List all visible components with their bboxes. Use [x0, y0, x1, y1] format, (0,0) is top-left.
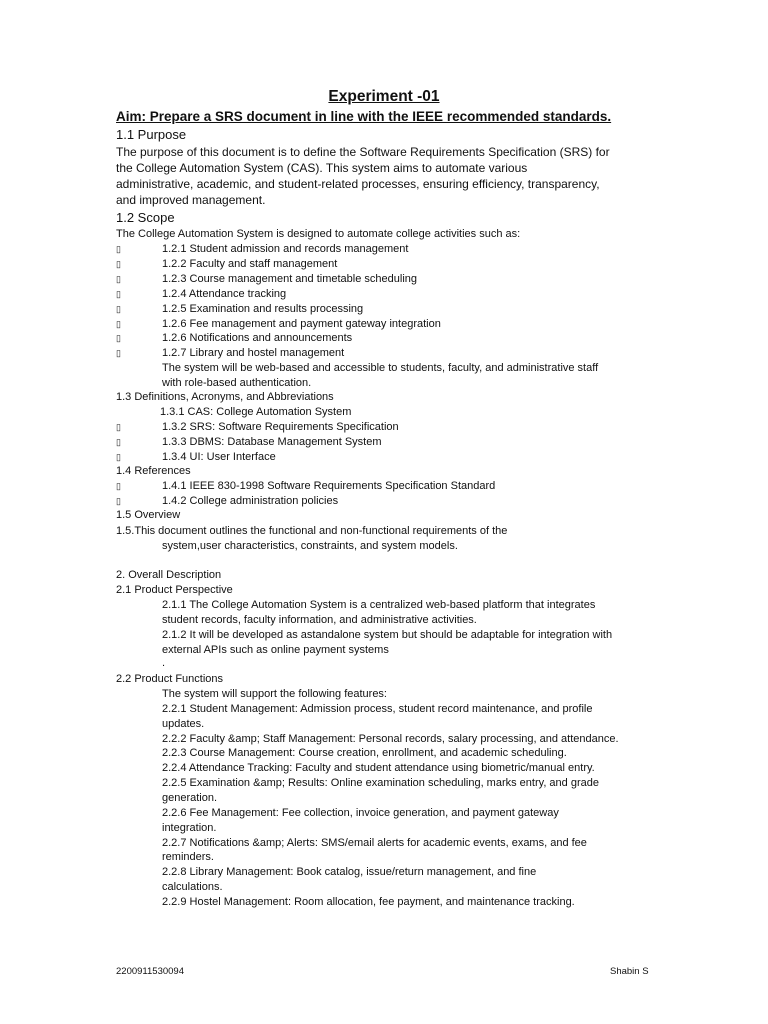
function-line: 2.2.5 Examination &amp; Results: Online examination scheduling, marks entry, and grade	[162, 777, 599, 789]
perspective-line: external APIs such as online payment systems	[162, 644, 389, 656]
product-perspective-heading: 2.1 Product Perspective	[116, 584, 233, 596]
function-line: 2.2.3 Course Management: Course creation, enrollment, and academic scheduling.	[162, 747, 567, 759]
footer-id: 2200911530094	[116, 966, 184, 977]
function-line: reminders.	[162, 851, 214, 863]
scope-note-line: The system will be web-based and accessible to students, faculty, and administrative staff	[162, 362, 599, 374]
bullet-icon: ▯	[116, 244, 121, 254]
overview-heading: 1.5 Overview	[116, 509, 181, 521]
purpose-paragraph	[116, 144, 656, 208]
purpose-heading: 1.1 Purpose	[116, 127, 187, 142]
reference-item: 1.4.2 College administration policies	[162, 495, 339, 507]
scope-item: 1.2.3 Course management and timetable scheduling	[162, 273, 417, 285]
function-line: 2.2.4 Attendance Tracking: Faculty and student attendance using biometric/manual entry.	[162, 762, 595, 774]
scope-note-line: with role-based authentication.	[162, 377, 312, 389]
function-line: 2.2.8 Library Management: Book catalog, issue/return management, and fine	[162, 866, 537, 878]
function-line: updates.	[162, 718, 205, 730]
scope-heading: 1.2 Scope	[116, 210, 175, 225]
overview-line: 1.5.This document outlines the functional and non-functional requirements of the	[116, 525, 508, 537]
definitions-heading: 1.3 Definitions, Acronyms, and Abbreviations	[116, 391, 334, 403]
definition-item: 1.3.3 DBMS: Database Management System	[162, 436, 382, 448]
perspective-line: .	[162, 657, 166, 669]
bullet-icon: ▯	[116, 348, 121, 358]
perspective-line: 2.1.2 It will be developed as astandalone system but should be adaptable for integration with	[162, 629, 613, 641]
function-line: integration.	[162, 822, 217, 834]
references-heading: 1.4 References	[116, 465, 191, 477]
function-line: calculations.	[162, 881, 223, 893]
bullet-icon: ▯	[116, 274, 121, 284]
purpose-line: the College Automation System (CAS). This system aims to automate various	[116, 161, 528, 175]
definition-item: 1.3.4 UI: User Interface	[162, 451, 276, 463]
bullet-icon: ▯	[116, 289, 121, 299]
bullet-icon: ▯	[116, 496, 121, 506]
bullet-icon: ▯	[116, 304, 121, 314]
bullet-icon: ▯	[116, 333, 121, 343]
bullet-icon: ▯	[116, 259, 121, 269]
footer-author: Shabin S	[610, 966, 649, 977]
bullet-icon: ▯	[116, 319, 121, 329]
function-line: 2.2.6 Fee Management: Fee collection, invoice generation, and payment gateway	[162, 807, 559, 819]
scope-item: 1.2.2 Faculty and staff management	[162, 258, 338, 270]
function-line: generation.	[162, 792, 218, 804]
purpose-line: The purpose of this document is to define the Software Requirements Specification (SRS) for	[116, 145, 610, 159]
function-line: 2.2.2 Faculty &amp; Staff Management: Personal records, salary processing, and attendance.	[162, 733, 619, 745]
purpose-line: administrative, academic, and student-related processes, ensuring efficiency, transparency,	[116, 177, 600, 191]
function-line: 2.2.7 Notifications &amp; Alerts: SMS/email alerts for academic events, exams, and fee	[162, 837, 587, 849]
scope-item: 1.2.5 Examination and results processing	[162, 303, 364, 315]
scope-item: 1.2.7 Library and hostel management	[162, 347, 345, 359]
product-functions-heading: 2.2 Product Functions	[116, 673, 224, 685]
scope-item: 1.2.4 Attendance tracking	[162, 288, 287, 300]
scope-item: 1.2.6 Notifications and announcements	[162, 332, 353, 344]
function-line: 2.2.9 Hostel Management: Room allocation, fee payment, and maintenance tracking.	[162, 896, 575, 908]
scope-item: 1.2.1 Student admission and records management	[162, 243, 409, 255]
perspective-line: student records, faculty information, and administrative activities.	[162, 614, 477, 626]
aim-heading: Aim: Prepare a SRS document in line with the IEEE recommended standards.	[116, 109, 612, 124]
scope-intro: The College Automation System is designed to automate college activities such as:	[116, 228, 521, 240]
function-line: 2.2.1 Student Management: Admission process, student record maintenance, and profile	[162, 703, 593, 715]
bullet-icon: ▯	[116, 452, 121, 462]
perspective-line: 2.1.1 The College Automation System is a centralized web-based platform that integrates	[162, 599, 596, 611]
bullet-icon: ▯	[116, 481, 121, 491]
purpose-line: and improved management.	[116, 193, 266, 207]
bullet-icon: ▯	[116, 437, 121, 447]
definition-item: 1.3.2 SRS: Software Requirements Specification	[162, 421, 399, 433]
reference-item: 1.4.1 IEEE 830-1998 Software Requirements Specification Standard	[162, 480, 496, 492]
bullet-icon: ▯	[116, 422, 121, 432]
definition-item: 1.3.1 CAS: College Automation System	[160, 406, 352, 418]
overall-description-heading: 2. Overall Description	[116, 569, 222, 581]
overview-line: system,user characteristics, constraints, and system models.	[162, 540, 458, 552]
page-title: Experiment -01	[328, 88, 440, 105]
functions-intro: The system will support the following features:	[162, 688, 387, 700]
scope-item: 1.2.6 Fee management and payment gateway integration	[162, 318, 441, 330]
